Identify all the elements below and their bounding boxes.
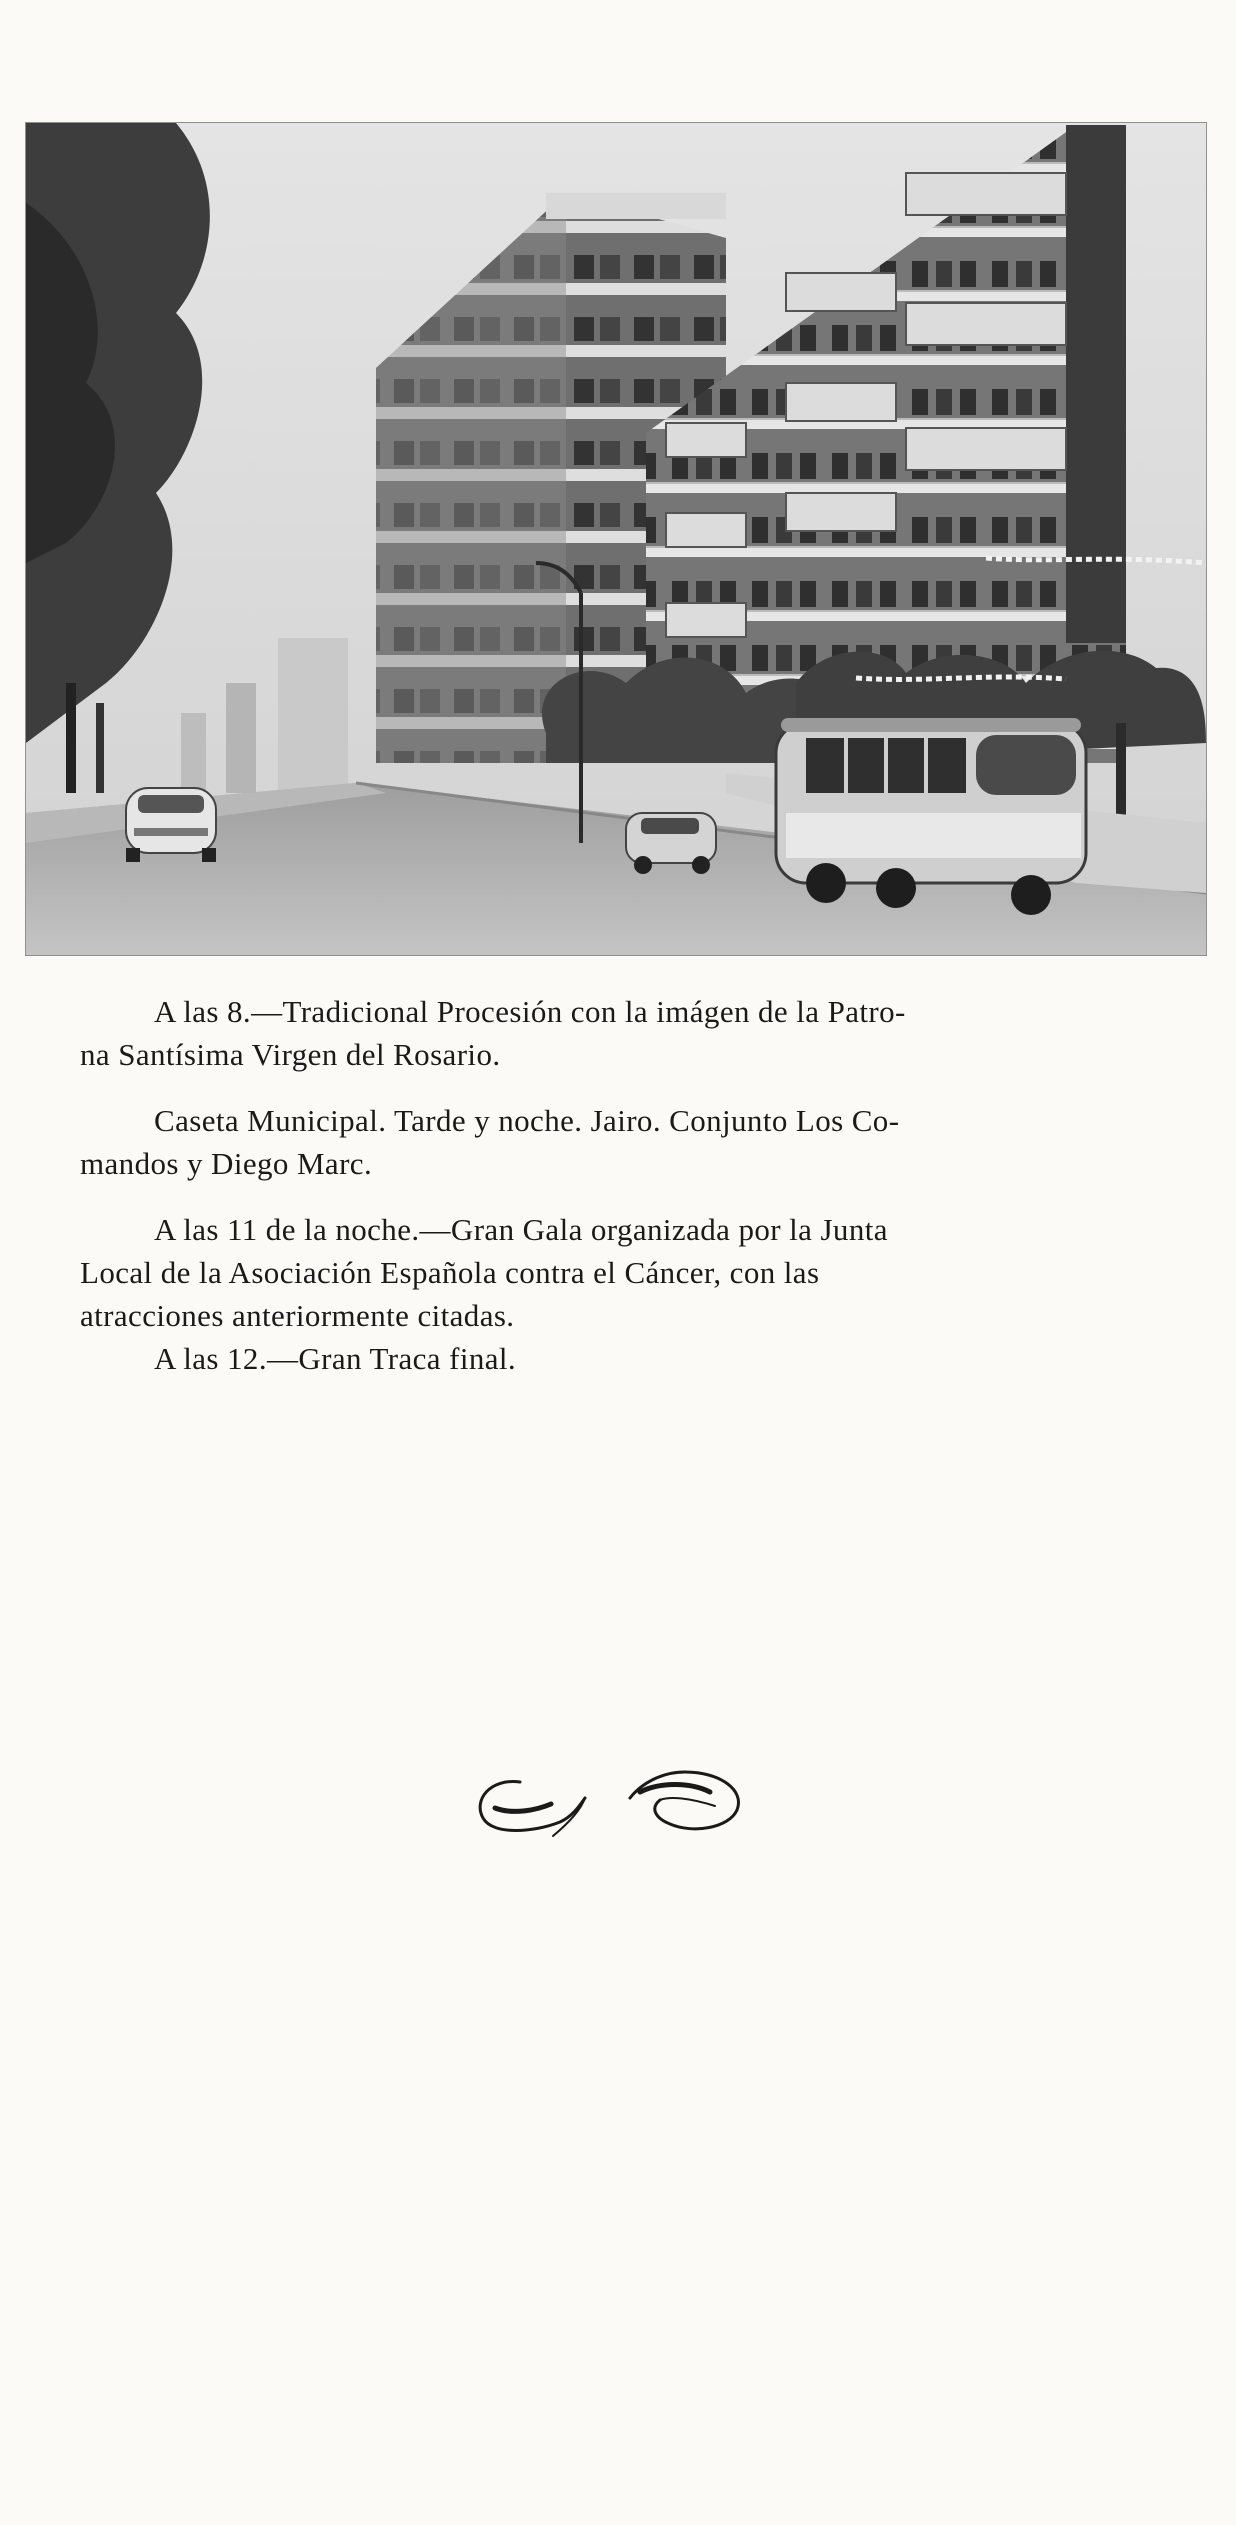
paragraph-gala-line1: A las 11 de la noche.—Gran Gala organizada por la Junta xyxy=(154,1212,888,1247)
paragraph-caseta xyxy=(80,1099,1145,1185)
flourish-ornament-icon xyxy=(465,1760,755,1850)
paragraph-procession-line1: A las 8.—Tradicional Procesión con la imágen de la Patro- xyxy=(154,994,906,1029)
paragraph-traca-line1: A las 12.—Gran Traca final. xyxy=(154,1341,517,1376)
paragraph-procession xyxy=(80,990,1145,1076)
paragraph-traca xyxy=(80,1337,1145,1380)
paragraph-gap xyxy=(80,1076,1145,1099)
paragraph-caseta-line2: mandos y Diego Marc. xyxy=(80,1146,373,1181)
paragraph-caseta-line1: Caseta Municipal. Tarde y noche. Jairo. Conjunto Los Co- xyxy=(154,1103,900,1138)
paragraph-gala-line2: Local de la Asociación Española contra el Cáncer, con las xyxy=(80,1255,820,1290)
street-photo xyxy=(25,122,1207,956)
program-text xyxy=(80,990,1145,1380)
street-photo-illustration xyxy=(26,123,1206,955)
flourish-ornament-icon-svg xyxy=(465,1760,755,1850)
paragraph-procession-line2: na Santísima Virgen del Rosario. xyxy=(80,1037,501,1072)
paragraph-gap xyxy=(80,1185,1145,1208)
paragraph-gala-line3: atracciones anteriormente citadas. xyxy=(80,1298,515,1333)
paragraph-gala xyxy=(80,1208,1145,1337)
